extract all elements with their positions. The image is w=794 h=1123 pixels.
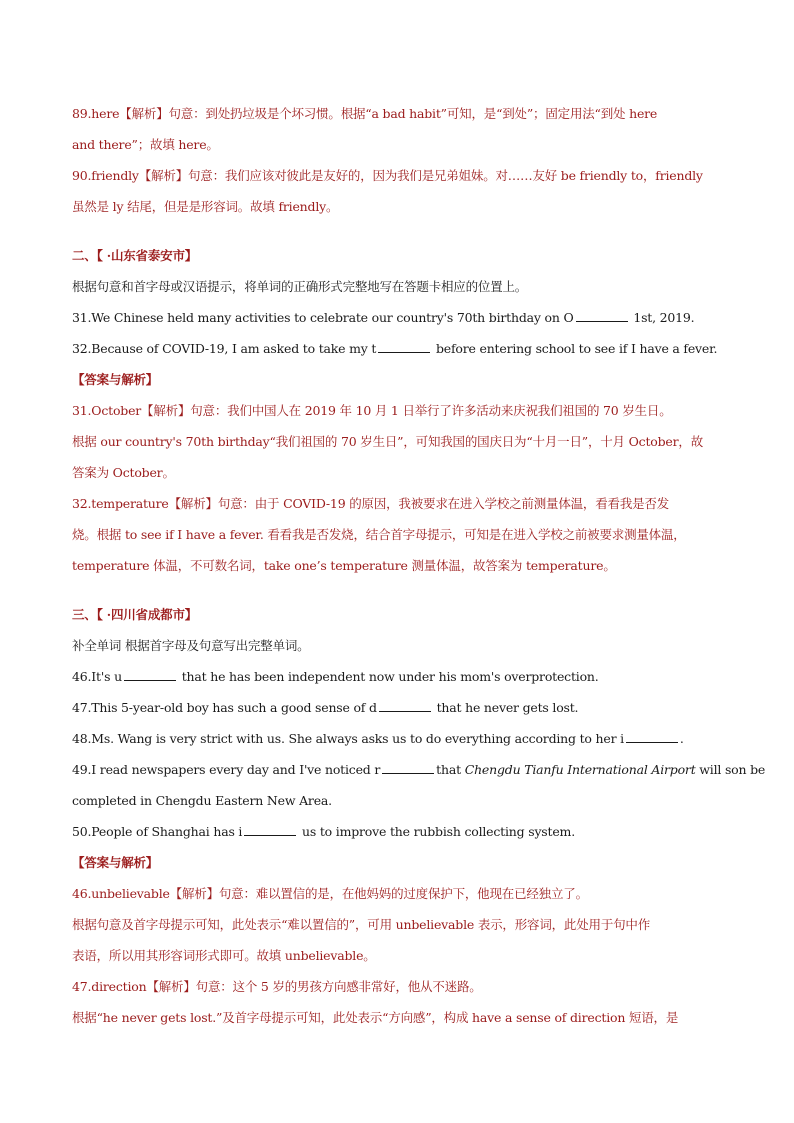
a32-line-2: 烧。根据 to see if I have a fever. 看看我是否发烧，结合首字母提示，可知是在进入学校之前被要求测量体温，	[72, 527, 686, 542]
a32-line-3: temperature 体温，不可数名词，take one’s temperature 测量体温，故答案为 temperature。	[72, 558, 616, 573]
q46-text-end: that he has been independent now under his mom's overprotection.	[177, 669, 599, 684]
question-46	[72, 661, 724, 692]
q49-text-mid: that	[436, 762, 465, 777]
q47-text-end: that he never gets lost.	[432, 700, 579, 715]
section2-instruction: 根据句意和首字母或汉语提示，将单词的正确形式完整地写在答题卡相应的位置上。	[72, 279, 528, 294]
question-49	[72, 754, 766, 785]
q47-blank[interactable]	[379, 700, 431, 712]
q32-text-end: before entering school to see if I have a fever.	[432, 341, 718, 356]
a31-line-2: 根据 our country's 70th birthday“我们祖国的 70 岁生日”，可知我国的国庆日为“十月一日”，十月 October，故	[72, 434, 703, 449]
q90-answer-line-1: 90.friendly【解析】句意：我们应该对彼此是友好的，因为我们是兄弟姐妹。对……友好 be friendly to，friendly	[72, 168, 703, 183]
spacer	[72, 581, 724, 599]
question-48	[72, 723, 724, 754]
a46-line-2: 根据句意及首字母提示可知，此处表示“难以置信的”，可用 unbelievable 表示，形容词，此处用于句中作	[72, 917, 651, 932]
a46-line-3: 表语，所以用其形容词形式即可。故填 unbelievable。	[72, 948, 376, 963]
q48-blank[interactable]	[626, 731, 678, 743]
q32-blank[interactable]	[378, 341, 430, 353]
q47-text: 47.This 5-year-old boy has such a good sense of d	[72, 700, 377, 715]
a31-line-3: 答案为 October。	[72, 465, 175, 480]
a47-line-2: 根据“he never gets lost.”及首字母提示可知，此处表示“方向感”，构成 have a sense of direction 短语，是	[72, 1010, 679, 1025]
q48-text: 48.Ms. Wang is very strict with us. She always asks us to do everything according to her i	[72, 731, 624, 746]
section3-answer-heading: 【答案与解析】	[72, 855, 159, 870]
q31-text-end: 1st, 2019.	[629, 310, 695, 325]
question-50	[72, 816, 724, 847]
question-47	[72, 692, 724, 723]
q31-text: 31.We Chinese held many activities to celebrate our country's 70th birthday on O	[72, 310, 574, 325]
a31-line-1: 31.October【解析】句意：我们中国人在 2019 年 10 月 1 日举行了许多活动来庆祝我们祖国的 70 岁生日。	[72, 403, 672, 418]
q49-text: 49.I read newspapers every day and I've noticed r	[72, 762, 381, 777]
question-31	[72, 302, 724, 333]
q50-text-end: us to improve the rubbish collecting system.	[298, 824, 575, 839]
q90-answer-line-2: 虽然是 ly 结尾，但是是形容词。故填 friendly。	[72, 199, 339, 214]
section3-title: 三、【 ·四川省成都市】	[72, 607, 198, 622]
q89-answer-line-2: and there”；故填 here。	[72, 137, 219, 152]
q49-text-end: will son be	[695, 762, 766, 777]
q49-blank[interactable]	[382, 762, 434, 774]
q31-blank[interactable]	[576, 310, 628, 322]
section2-answer-heading: 【答案与解析】	[72, 372, 159, 387]
q48-text-end: .	[679, 731, 684, 746]
section3-instruction: 补全单词 根据首字母及句意写出完整单词。	[72, 638, 310, 653]
q50-blank[interactable]	[244, 824, 296, 836]
spacer	[72, 222, 724, 240]
q89-answer-line-1: 89.here【解析】句意：到处扔垃圾是个坏习惯。根据“a bad habit”可知，是“到处”；固定用法“到处 here	[72, 106, 658, 121]
question-32	[72, 333, 724, 364]
section2-title: 二、【 ·山东省泰安市】	[72, 248, 198, 263]
q50-text: 50.People of Shanghai has i	[72, 824, 243, 839]
document-page	[72, 98, 766, 1033]
a46-line-1: 46.unbelievable【解析】句意：难以置信的是，在他妈妈的过度保护下，他现在已经独立了。	[72, 886, 588, 901]
q46-blank[interactable]	[124, 669, 176, 681]
a32-line-1: 32.temperature【解析】句意：由于 COVID-19 的原因，我被要求在进入学校之前测量体温，看看我是否发	[72, 496, 670, 511]
question-49-line-2: completed in Chengdu Eastern New Area.	[72, 793, 332, 808]
q46-text: 46.It's u	[72, 669, 122, 684]
q32-text: 32.Because of COVID-19, I am asked to take my t	[72, 341, 377, 356]
q49-airport-name: Chengdu Tianfu International Airport	[464, 762, 696, 777]
a47-line-1: 47.direction【解析】句意：这个 5 岁的男孩方向感非常好，他从不迷路。	[72, 979, 482, 994]
